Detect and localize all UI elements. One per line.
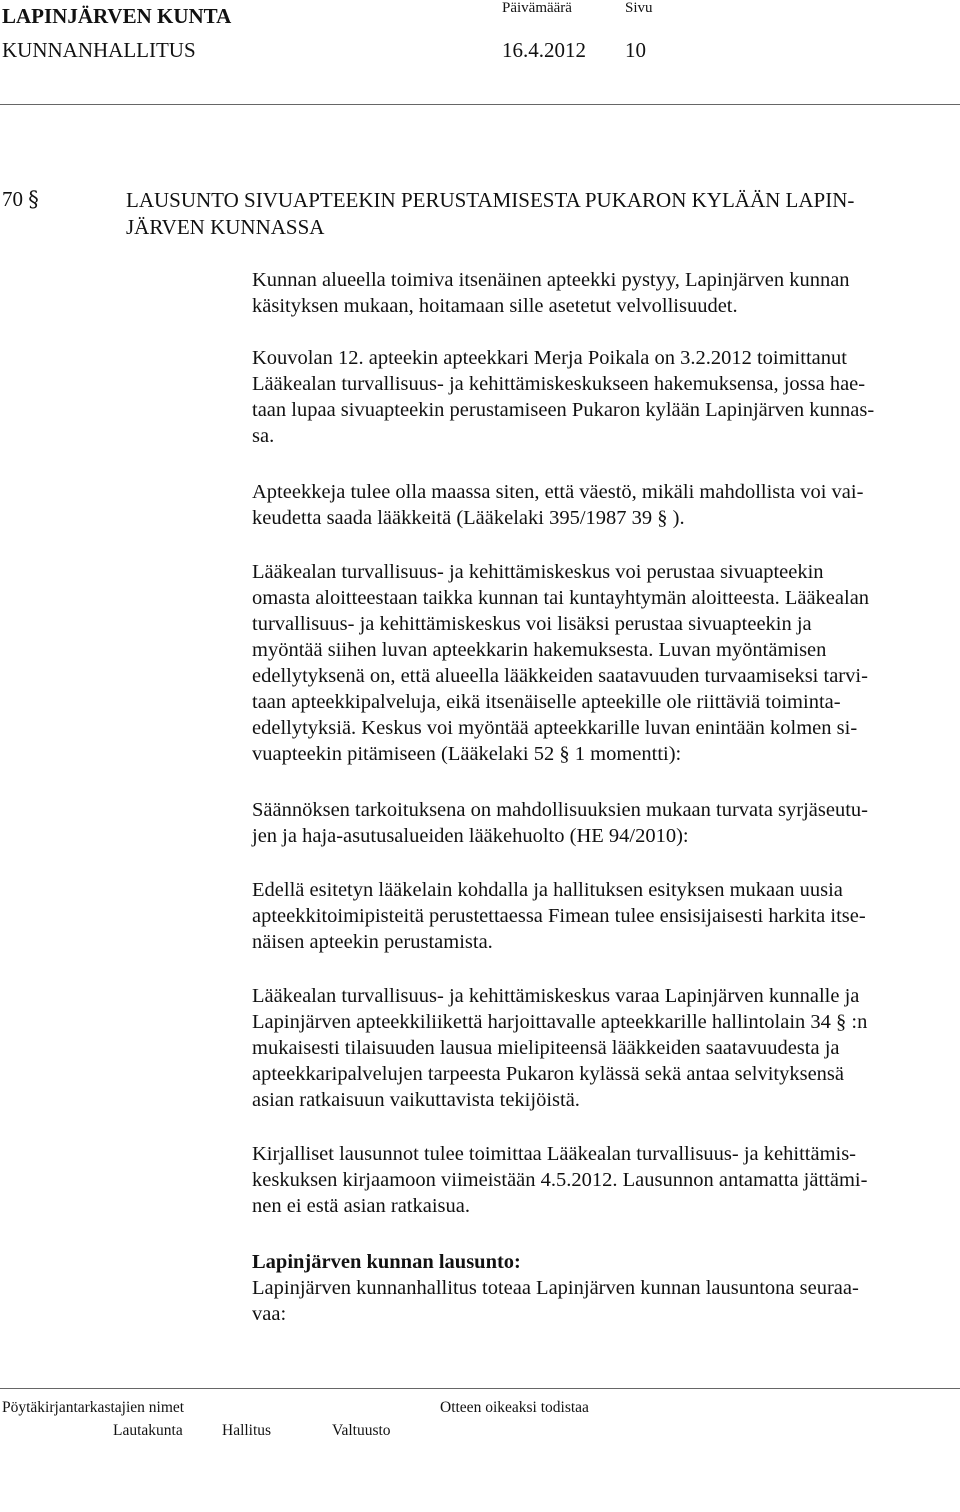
certified-label: Otteen oikeaksi todistaa [440,1399,589,1416]
page-value: 10 [625,38,646,62]
statement-line: vaa: [252,1303,287,1325]
item-title: LAUSUNTO SIVUAPTEEKIN PERUSTAMISESTA PUKARON KYLÄÄN LAPIN- JÄRVEN KUNNASSA [126,188,855,239]
date-label: Päivämäärä [502,0,572,16]
statement-line: Lapinjärven kunnanhallitus toteaa Lapinjärven kunnan lausuntona seuraa- [252,1277,859,1299]
date-value: 16.4.2012 [502,38,586,62]
page-label: Sivu [625,0,653,16]
header-divider [0,104,960,105]
section-symbol: § [28,187,39,211]
paragraph-3: Apteekkeja tulee olla maassa siten, että väestö, mikäli mahdollista voi vai- keudetta saada lääkkeitä (Lääkelaki 395/1987 39 § ). [252,481,864,529]
organization-name: LAPINJÄRVEN KUNTA [2,4,232,28]
paragraph-8: Kirjalliset lausunnot tulee toimittaa Lääkealan turvallisuus- ja kehittämis- keskuksen kirjaamoon viimeistään 4.5.2012. Lausunnon antamatta jättämi- nen ei estä asian ratkaisua. [252,1143,868,1217]
footer-col-lautakunta: Lautakunta [113,1422,183,1439]
footer-col-valtuusto: Valtuusto [332,1422,391,1439]
statement-section [252,1249,859,1327]
paragraph-1: Kunnan alueella toimiva itsenäinen apteekki pystyy, Lapinjärven kunnan käsityksen mukaan, hoitamaan sille asetetut velvollisuudet. [252,269,850,317]
paragraph-4: Lääkealan turvallisuus- ja kehittämiskeskus voi perustaa sivuapteekin omasta aloitteestaan taikka kunnan tai kuntayhtymän aloitteesta. Lääkealan turvallisuus- ja kehittämiskeskus voi lisäksi perustaa sivuapteekin ja myöntää siihen luvan apteekkarin hakemuksesta. Luvan myöntämisen edellytyksenä on, että alueella lääkkeiden saatavuuden turvaamiseksi tarvi- taan apteekkipalveluja, eikä itsenäiselle apteekille ole riittäviä toiminta- edellytyksiä. Keskus voi myöntää apteekkarille luvan enintään kolmen si- vuapteekin pitämiseen (Lääkelaki 52 § 1 momentti): [252,561,870,765]
footer-divider [0,1388,960,1389]
paragraph-5: Säännöksen tarkoituksena on mahdollisuuksien mukaan turvata syrjäseutu- jen ja haja-asutusalueiden lääkehuolto (HE 94/2010): [252,799,869,847]
paragraph-6: Edellä esitetyn lääkelain kohdalla ja hallituksen esityksen mukaan uusia apteekkitoimipisteitä perustettaessa Fimean tulee ensisijaisesti harkita itse- näisen apteekin perustamista. [252,879,866,953]
paragraph-7: Lääkealan turvallisuus- ja kehittämiskeskus varaa Lapinjärven kunnalle ja Lapinjärven apteekkiliikettä harjoittavalle apteekkarille hallintolain 34 § :n mukaisesti tilaisuuden lausua mielipiteensä lääkkeiden saatavuudesta ja apteekkaripalvelujen tarpeesta Pukaron kylässä sekä antaa selvityksensä asian ratkaisuun vaikuttavista tekijöistä. [252,985,868,1111]
statement-heading: Lapinjärven kunnan lausunto: [252,1251,521,1273]
item-number: 70 § [2,187,39,211]
checkers-label: Pöytäkirjantarkastajien nimet [2,1399,185,1416]
paragraph-2: Kouvolan 12. apteekin apteekkari Merja Poikala on 3.2.2012 toimittanut Lääkealan turvallisuus- ja kehittämiskeskukseen hakemuksensa, jossa hae- taan lupaa sivuapteekin perustamiseen Pukaron kylään Lapinjärven kunnas- sa. [252,347,875,447]
footer-col-hallitus: Hallitus [222,1422,272,1439]
body-name: KUNNANHALLITUS [2,38,196,62]
